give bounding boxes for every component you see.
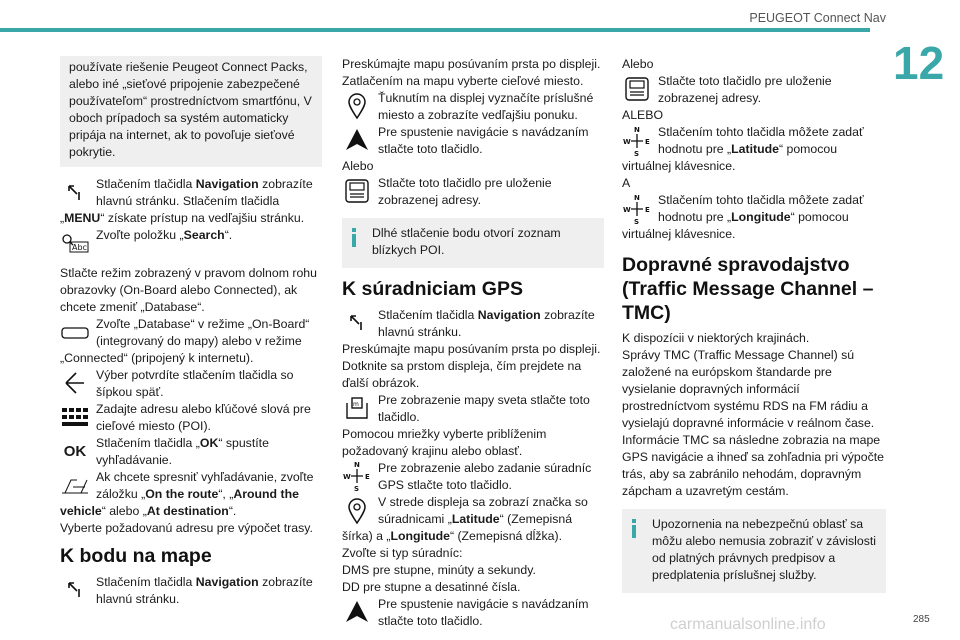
dms-text: DMS pre stupne, minúty a sekundy. [342, 563, 536, 577]
map-pin-icon [342, 90, 372, 122]
database-selector-icon [60, 317, 90, 349]
header-accent-bar [0, 28, 870, 32]
text: Zvoľte položku „ [96, 228, 184, 242]
keyword: OK [199, 436, 219, 450]
text: Pre spustenie navigácie s navádzaním stlačte toto tlačidlo. [378, 125, 589, 156]
info-icon [632, 519, 636, 538]
route-tab-icon [60, 470, 90, 502]
instruction-save [342, 175, 604, 209]
text: Stlačením tlačidla „ [60, 194, 280, 225]
svg-text:E: E [645, 206, 650, 214]
svg-text:N: N [354, 461, 360, 469]
column-3 [622, 56, 886, 603]
ok-icon-label: OK [63, 442, 87, 460]
navigation-arrow-icon [60, 177, 90, 209]
availability-text: K dispozícii v niektorých krajinách. [622, 331, 810, 345]
instruction-navigation-2 [60, 574, 322, 608]
type-text: Zvoľte si typ súradníc: [342, 546, 463, 560]
instruction-longitude [622, 192, 886, 243]
save-address-icon [622, 73, 652, 105]
or-text: Alebo [622, 57, 654, 71]
instruction-save [622, 73, 886, 107]
section-heading-gps: K súradniciam GPS [342, 278, 523, 300]
tmc-text-1: Správy TMC (Traffic Message Channel) sú založené na európskom štandarde pre vysielanie dopravných informácií prostredníctvom systému RDS na FM rádiu a vysielajú dopravné informácie v reálnom čase. [622, 348, 875, 430]
instruction-refine [60, 469, 322, 520]
back-arrow-icon [60, 367, 90, 399]
save-address-icon [342, 175, 372, 207]
guidance-arrow-icon [342, 596, 372, 628]
keyword: Around the vehicle [60, 487, 299, 518]
text: Ak chcete spresniť vyhľadávanie, zvoľte záložku „ [96, 470, 314, 501]
svg-text:Abc: Abc [72, 243, 87, 252]
text: Stlačte toto tlačidlo pre uloženie zobrazenej adresy. [658, 74, 832, 105]
guidance-arrow-icon [342, 124, 372, 156]
section-heading-tmc: Dopravné spravodajstvo (Traffic Message Channel – TMC) [622, 254, 874, 324]
text: Pre spustenie navigácie s navádzaním stlačte toto tlačidlo. [378, 597, 589, 628]
text: V strede displeja sa zobrazí značka so súradnicami „ [378, 495, 588, 526]
text: “ pomocou virtuálnej klávesnice. [622, 210, 849, 241]
keyword: MENU [64, 211, 101, 225]
text: Ťuknutím na displej vyznačíte príslušné miesto a zobrazíte vedľajšiu ponuku. [378, 91, 594, 122]
svg-text:S: S [354, 485, 360, 492]
instruction-marker [342, 494, 604, 545]
keyword: Longitude [390, 529, 450, 543]
instruction-navigation [60, 176, 322, 227]
svg-text:S: S [634, 218, 640, 225]
dd-text: DD pre stupne a desatinné čísla. [342, 580, 521, 594]
svg-text:N: N [634, 194, 640, 202]
instruction-address [60, 401, 322, 435]
instruction-search [60, 227, 322, 259]
text: Zvoľte „Database“ v režime „On-Board“ (integrovaný do mapy) alebo v režime „Connected“ (pripojený k internetu). [60, 317, 310, 365]
keyword: Navigation [195, 177, 259, 191]
intro-note-text: používate riešenie Peugeot Connect Packs, alebo iné „sieťové pripojenie zabezpečené používateľom“ prostredníctvom smartfónu, V oboch prípadoch sa systém automaticky pripája na internet, ak to povoľuje sieťové pokrytie. [69, 60, 312, 159]
instruction-gps [342, 460, 604, 494]
note-text: Upozornenia na nebezpečnú oblasť sa môžu alebo nemusia zobraziť v závislosti od platných právnych predpisov a predplatenia príslušnej služby. [652, 517, 877, 582]
column-2 [342, 56, 604, 630]
text: “ (Zemepisná dĺžka). [449, 529, 563, 543]
svg-text:N: N [634, 126, 640, 134]
navigation-arrow-icon [60, 574, 90, 606]
compass-icon [622, 193, 652, 225]
instruction-ok [60, 435, 322, 469]
svg-text:S: S [634, 150, 640, 157]
grid-text: Pomocou mriežky vyberte priblíženim požadovaný krajinu alebo oblasť. [342, 427, 547, 458]
text: zobrazíte hlavnú stránku. [96, 575, 313, 606]
text: Stlačte toto tlačidlo pre uloženie zobrazenej adresy. [378, 176, 552, 207]
info-note-danger-zone [622, 509, 886, 593]
select-text: Vyberte požadovanú adresu pre výpočet trasy. [60, 521, 313, 535]
text: “ pomocou virtuálnej klávesnice. [622, 142, 838, 173]
instruction-database [60, 316, 322, 367]
watermark: carmanualsonline.info [670, 616, 826, 633]
text: zobrazíte hlavnú stránku. [378, 308, 595, 339]
intro-note-box [60, 56, 322, 167]
instruction-back [60, 367, 322, 401]
explore-text: Preskúmajte mapu posúvaním prsta po displeji. Zatlačením na mapu vyberte cieľové miesto. [342, 57, 601, 88]
text: zobrazíte hlavnú stránku. [96, 177, 313, 208]
keyword: Navigation [195, 575, 259, 589]
section-heading-map-point: K bodu na mape [60, 545, 212, 567]
keyword: Longitude [731, 210, 791, 224]
text: “. [228, 504, 237, 518]
instruction-navigation [342, 307, 604, 341]
search-abc-icon [60, 227, 90, 259]
keyword: Latitude [451, 512, 500, 526]
keyword: Navigation [477, 308, 541, 322]
compass-icon [342, 460, 372, 492]
text: Pre zobrazenie mapy sveta stlačte toto tlačidlo. [378, 393, 590, 424]
and-text: A [622, 176, 631, 190]
svg-text:W: W [343, 473, 351, 481]
text: Pre zobrazenie alebo zadanie súradníc GPS stlačte toto tlačidlo. [378, 461, 592, 492]
navigation-arrow-icon [342, 307, 372, 339]
keyword: At destination [146, 504, 229, 518]
keyword: Search [183, 228, 225, 242]
text: “ alebo „ [101, 504, 147, 518]
page-number: 285 [913, 614, 930, 625]
or-upper-text: ALEBO [622, 108, 664, 122]
keyword: Latitude [731, 142, 779, 156]
page-header-title: PEUGEOT Connect Nav [749, 11, 886, 25]
compass-icon [622, 125, 652, 157]
instruction-tap [342, 90, 604, 124]
text: Stlačením tohto tlačidla môžete zadať hodnotu pre „ [658, 125, 864, 156]
text: Stlačením tohto tlačidla môžete zadať hodnotu pre „ [658, 193, 864, 224]
svg-text:E: E [645, 138, 650, 146]
text: Zadajte adresu alebo kľúčové slová pre cieľové miesto (POI). [96, 402, 311, 433]
text: “. [224, 228, 233, 242]
note-text: Dlhé stlačenie bodu otvorí zoznam blízkych POI. [372, 226, 561, 257]
text: “ spustíte vyhľadávanie. [96, 436, 269, 467]
svg-text:W: W [623, 138, 631, 146]
instruction-start-guidance [342, 124, 604, 158]
map-pin-icon [342, 495, 372, 527]
text: Stlačením tlačidla [96, 575, 196, 589]
text: “ (Zemepisná šírka) a „ [342, 512, 573, 543]
tmc-text-2: Informácie TMC sa následne zobrazia na mape GPS navigácie a ihneď sa zohľadnia pri výpočte trás, aby sa zabránilo nehodám, dopravným zápcham a uzavretým cestám. [622, 433, 885, 498]
keyboard-icon [60, 401, 90, 433]
keyword: On the route [145, 487, 219, 501]
info-note-poi [342, 218, 604, 268]
explore-text-2: Preskúmajte mapu posúvaním prsta po displeji. Dotknite sa prstom displeja, čím prejdete na ďalší obrázok. [342, 342, 601, 390]
text: Výber potvrdíte stlačením tlačidla so šípkou späť. [96, 368, 294, 399]
svg-text:E: E [365, 473, 370, 481]
mode-text: Stlačte režim zobrazený v pravom dolnom rohu obrazovky (On-Board alebo Connected), ak chcete zmeniť „Database“. [60, 266, 317, 314]
text: “ získate prístup na vedľajšiu stránku. [100, 211, 305, 225]
chapter-number: 12 [893, 37, 945, 89]
text: Stlačením tlačidla [378, 308, 478, 322]
svg-text:m: m [353, 401, 359, 408]
text: “, „ [218, 487, 234, 501]
instruction-latitude [622, 124, 886, 175]
text: Stlačením tlačidla [96, 177, 196, 191]
instruction-start-guidance-2 [342, 596, 604, 630]
text: Stlačením tlačidla „ [96, 436, 200, 450]
ok-icon [60, 435, 90, 467]
svg-text:W: W [623, 206, 631, 214]
instruction-world-map [342, 392, 604, 426]
column-1 [60, 56, 322, 608]
or-text: Alebo [342, 159, 374, 173]
world-map-icon [342, 392, 372, 424]
info-icon [352, 228, 356, 247]
